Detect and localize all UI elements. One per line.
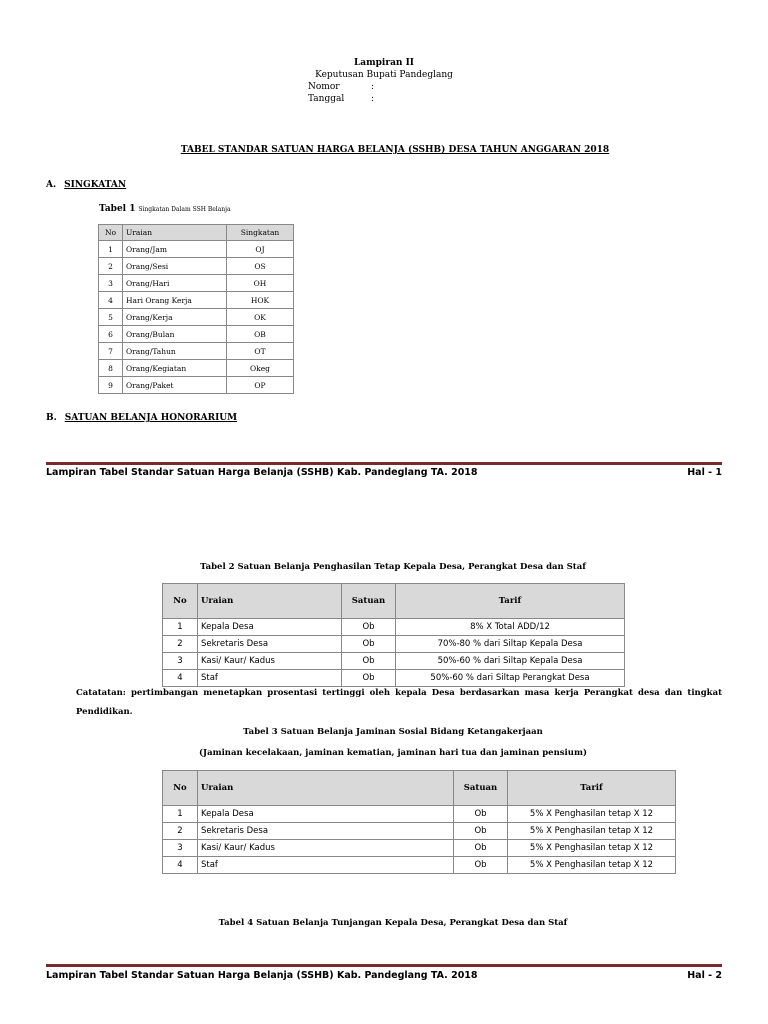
page-footer	[46, 467, 722, 478]
table-cell: 3	[99, 275, 123, 292]
table-cell: 9	[99, 377, 123, 394]
table-cell: Sekretaris Desa	[198, 823, 454, 840]
table-cell: Ob	[342, 653, 396, 670]
table-cell: 4	[99, 292, 123, 309]
table-cell: 1	[99, 241, 123, 258]
column-header: Satuan	[342, 584, 396, 619]
table-cell: Orang/Hari	[123, 275, 227, 292]
decision-line: Keputusan Bupati Pandeglang	[315, 70, 453, 80]
table-cell: Ob	[342, 670, 396, 687]
table-cell: 70%-80 % dari Siltap Kepala Desa	[396, 636, 625, 653]
table-row	[99, 241, 294, 258]
table-row	[99, 360, 294, 377]
table-row	[99, 343, 294, 360]
table-cell: 5	[99, 309, 123, 326]
column-header: No	[163, 771, 198, 806]
column-header: Uraian	[198, 584, 342, 619]
table-cell: Okeg	[227, 360, 294, 377]
table-cell: HOK	[227, 292, 294, 309]
table-cell: 1	[163, 619, 198, 636]
attachment-title: Lampiran II	[353, 58, 415, 68]
table-cell: 50%-60 % dari Siltap Kepala Desa	[396, 653, 625, 670]
note-paragraph: Catatatan: pertimbangan menetapkan prosentasi tertinggi oleh kepala Desa berdasarkan masa kerja Perangkat desa dan tingkat Pendidikan.	[76, 688, 722, 717]
table-cell: Kasi/ Kaur/ Kadus	[198, 653, 342, 670]
table-header-row	[99, 225, 294, 241]
table-cell: 2	[99, 258, 123, 275]
table-cell: Orang/Kerja	[123, 309, 227, 326]
table4-caption: Tabel 4 Satuan Belanja Tunjangan Kepala Desa, Perangkat Desa dan Staf	[218, 918, 568, 928]
section-b-letter: B.	[46, 413, 57, 423]
table-cell: Kepala Desa	[198, 619, 342, 636]
abbreviation-table	[98, 224, 294, 394]
fixed-income-table	[162, 583, 625, 687]
section-a-label: SINGKATAN	[64, 180, 127, 190]
tanggal-label: Tanggal	[308, 94, 345, 104]
table-cell: OH	[227, 275, 294, 292]
table-cell: Kasi/ Kaur/ Kadus	[198, 840, 454, 857]
table-cell: OP	[227, 377, 294, 394]
table-cell: 8% X Total ADD/12	[396, 619, 625, 636]
column-header: Singkatan	[227, 225, 294, 241]
table-cell: Orang/Kegiatan	[123, 360, 227, 377]
page-footer	[46, 970, 722, 981]
table-cell: Kepala Desa	[198, 806, 454, 823]
table-cell: 6	[99, 326, 123, 343]
page-number: Hal - 2	[687, 970, 722, 981]
column-header: Tarif	[396, 584, 625, 619]
table-cell: 5% X Penghasilan tetap X 12	[508, 857, 676, 874]
table-row	[163, 806, 676, 823]
document-title: TABEL STANDAR SATUAN HARGA BELANJA (SSHB) DESA TAHUN ANGGARAN 2018	[180, 145, 610, 155]
table-row	[163, 840, 676, 857]
table-cell: Ob	[454, 840, 508, 857]
table-cell: 3	[163, 840, 198, 857]
table-row	[99, 275, 294, 292]
column-header: Satuan	[454, 771, 508, 806]
table-cell: Ob	[342, 636, 396, 653]
column-header: No	[99, 225, 123, 241]
column-header: Uraian	[198, 771, 454, 806]
table-cell: Orang/Jam	[123, 241, 227, 258]
table-row	[99, 377, 294, 394]
table-cell: Sekretaris Desa	[198, 636, 342, 653]
table1-caption-text: Singkatan Dalam SSH Belanja	[138, 206, 231, 213]
table-cell: 2	[163, 823, 198, 840]
table-header-row	[163, 771, 676, 806]
table3-subcaption: (Jaminan kecelakaan, jaminan kematian, jaminan hari tua dan jaminan pensium)	[199, 748, 587, 758]
table-row	[163, 653, 625, 670]
table-cell: 7	[99, 343, 123, 360]
table-row	[163, 823, 676, 840]
column-header: Tarif	[508, 771, 676, 806]
table-cell: OS	[227, 258, 294, 275]
table-cell: 3	[163, 653, 198, 670]
table-cell: OB	[227, 326, 294, 343]
table-cell: 1	[163, 806, 198, 823]
table1-caption	[99, 204, 231, 214]
column-header: No	[163, 584, 198, 619]
table-cell: 5% X Penghasilan tetap X 12	[508, 806, 676, 823]
section-a-heading	[46, 180, 126, 190]
table-row	[99, 326, 294, 343]
table3-caption: Tabel 3 Satuan Belanja Jaminan Sosial Bidang Ketangakerjaan	[243, 727, 543, 737]
table-cell: OK	[227, 309, 294, 326]
page-number: Hal - 1	[687, 467, 722, 478]
social-security-table	[162, 770, 676, 874]
table-cell: Orang/Sesi	[123, 258, 227, 275]
section-b-label: SATUAN BELANJA HONORARIUM	[64, 413, 238, 423]
table-row	[99, 309, 294, 326]
table-cell: 5% X Penghasilan tetap X 12	[508, 823, 676, 840]
nomor-label: Nomor	[308, 82, 340, 92]
table-cell: 50%-60 % dari Siltap Perangkat Desa	[396, 670, 625, 687]
table-cell: 5% X Penghasilan tetap X 12	[508, 840, 676, 857]
section-a-letter: A.	[46, 180, 57, 190]
table-cell: Orang/Bulan	[123, 326, 227, 343]
tanggal-colon: :	[371, 94, 375, 104]
table-cell: OJ	[227, 241, 294, 258]
table-row	[163, 636, 625, 653]
table-row	[163, 619, 625, 636]
table-cell: OT	[227, 343, 294, 360]
table-row	[163, 857, 676, 874]
nomor-colon: :	[371, 82, 375, 92]
table-header-row	[163, 584, 625, 619]
table-cell: Orang/Paket	[123, 377, 227, 394]
table-row	[99, 292, 294, 309]
column-header: Uraian	[123, 225, 227, 241]
footer-text: Lampiran Tabel Standar Satuan Harga Belanja (SSHB) Kab. Pandeglang TA. 2018	[46, 970, 478, 981]
footer-rule	[46, 964, 722, 967]
table-cell: Ob	[342, 619, 396, 636]
table-cell: 4	[163, 670, 198, 687]
footer-rule	[46, 462, 722, 465]
table2-caption: Tabel 2 Satuan Belanja Penghasilan Tetap Kepala Desa, Perangkat Desa dan Staf	[200, 562, 586, 572]
table-cell: Staf	[198, 670, 342, 687]
table-cell: 4	[163, 857, 198, 874]
table-cell: Hari Orang Kerja	[123, 292, 227, 309]
table-cell: Ob	[454, 806, 508, 823]
table-cell: Orang/Tahun	[123, 343, 227, 360]
table-cell: 2	[163, 636, 198, 653]
table-cell: Ob	[454, 857, 508, 874]
table-row	[99, 258, 294, 275]
table-cell: Staf	[198, 857, 454, 874]
table1-caption-prefix: Tabel 1	[99, 204, 136, 214]
table-cell: Ob	[454, 823, 508, 840]
section-b-heading	[46, 413, 237, 423]
table-cell: 8	[99, 360, 123, 377]
footer-text: Lampiran Tabel Standar Satuan Harga Belanja (SSHB) Kab. Pandeglang TA. 2018	[46, 467, 478, 478]
